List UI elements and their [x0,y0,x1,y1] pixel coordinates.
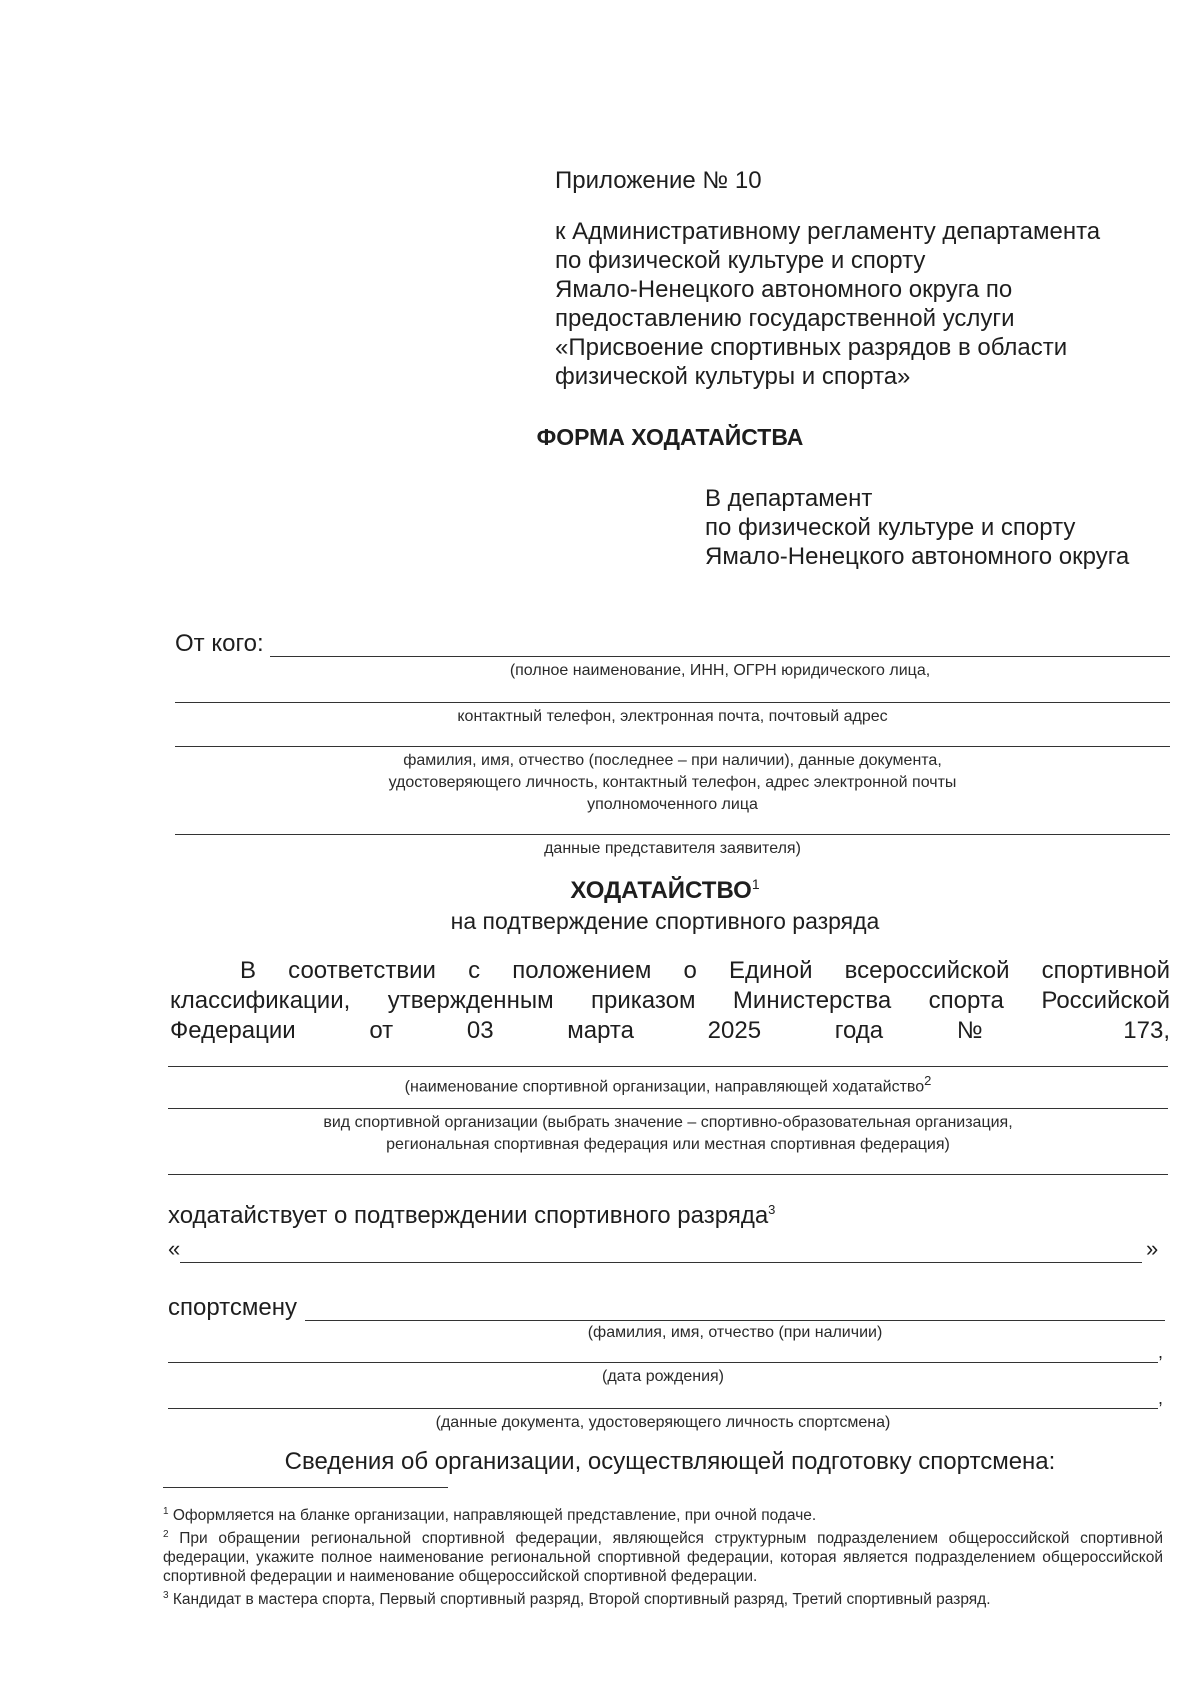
from-label: От кого: [175,630,264,657]
footnote-1 [163,1502,1163,1525]
footnote-mark: 1 [163,1506,169,1517]
rank-line[interactable] [180,1262,1142,1263]
birth-date-caption: (дата рождения) [601,1368,725,1385]
footnote-text: Оформляется на бланке организации, направляющей представление, при очной подаче. [168,1507,817,1525]
from-line-1[interactable] [270,656,1170,657]
from-line-4[interactable] [175,834,1170,835]
appendix-number: Приложение № 10 [555,167,762,194]
footnote-text: При обращении региональной спортивной федерации, являющейся структурным подразделением общероссийской спортивной федерации, укажите полное наименование региональной спортивной федерации, которая является подразделением общероссийской спортивной федерации и наименование общероссийской спортивной федерации. [163,1530,1163,1586]
appendix-line: к Административному регламенту департамента [555,218,1101,245]
footnote-ref-1: 1 [751,876,760,892]
paragraph-line: классификации, утвержденным приказом Министерства спорта Российской [170,987,1170,1014]
appendix-line: предоставлению государственной услуги [555,305,1015,332]
athlete-name-line[interactable] [305,1320,1165,1321]
org-name-caption-text: (наименование спортивной организации, направляющей ходатайство [404,1078,925,1096]
request-text-label: ходатайствует о подтверждении спортивного разряда [168,1202,769,1229]
paragraph-line: Федерации от 03 марта 2025 года № 173, [170,1017,1170,1044]
footnote-ref-2: 2 [924,1073,932,1088]
appendix-line: физической культуры и спорта» [555,363,911,390]
org-name-line[interactable] [168,1066,1168,1067]
org-extra-line[interactable] [168,1174,1168,1175]
from-line-2[interactable] [175,702,1170,703]
org-type-line[interactable] [168,1108,1168,1109]
addressee-line: по физической культуре и спорту [705,514,1076,541]
footnote-2 [163,1525,1163,1586]
footnote-ref-3: 3 [768,1202,776,1217]
request-text [168,1202,775,1230]
form-title: ФОРМА ХОДАТАЙСТВА [536,424,804,450]
quote-close: » [1146,1236,1159,1261]
from-caption-3a: фамилия, имя, отчество (последнее – при наличии), данные документа, [403,752,942,769]
petition-paragraph [170,956,1170,1046]
appendix-line: Ямало-Ненецкого автономного округа по [555,276,1013,303]
comma: , [1158,1388,1164,1408]
org-type-caption-1: вид спортивной организации (выбрать значение – спортивно-образовательная организация, [323,1114,1013,1131]
quote-open: « [168,1236,181,1261]
addressee-line: В департамент [705,485,873,512]
comma: , [1158,1342,1164,1362]
petition-subtitle: на подтверждение спортивного разряда [450,908,880,934]
addressee-block [705,484,1185,571]
athlete-doc-line[interactable] [168,1408,1158,1409]
appendix-line: «Присвоение спортивных разрядов в области [555,334,1068,361]
footnote-mark: 3 [163,1590,169,1602]
addressee-line: Ямало-Ненецкого автономного округа [705,543,1130,570]
from-caption-2: контактный телефон, электронная почта, почтовый адрес [457,708,888,725]
from-line-3[interactable] [175,746,1170,747]
athlete-label: спортсмену [168,1294,297,1321]
footnote-mark: 2 [163,1529,169,1541]
footnote-text: Кандидат в мастера спорта, Первый спортивный разряд, Второй спортивный разряд, Третий спортивный разряд. [168,1591,991,1609]
appendix-header [555,166,1175,391]
petition-title [0,876,1200,905]
athlete-doc-caption: (данные документа, удостоверяющего личность спортсмена) [435,1414,891,1431]
org-type-caption-2: региональная спортивная федерация или местная спортивная федерация) [386,1136,950,1153]
from-caption-1: (полное наименование, ИНН, ОГРН юридического лица, [509,662,931,679]
petition-title-text: ХОДАТАЙСТВО [570,877,752,904]
footnote-separator [163,1487,448,1488]
appendix-line: по физической культуре и спорту [555,247,926,274]
from-caption-3c: уполномоченного лица [587,796,758,813]
footnote-3 [163,1586,1163,1609]
org-name-caption [168,1070,1168,1098]
from-caption-3b: удостоверяющего личность, контактный телефон, адрес электронной почты [388,774,957,791]
birth-date-line[interactable] [168,1362,1158,1363]
info-heading: Сведения об организации, осуществляющей подготовку спортсмена: [284,1448,1056,1475]
footnotes [163,1502,1163,1609]
paragraph-line: В соответствии с положением о Единой всероссийской спортивной [240,957,1170,984]
from-caption-4: данные представителя заявителя) [544,840,801,857]
athlete-name-caption: (фамилия, имя, отчество (при наличии) [587,1324,883,1341]
